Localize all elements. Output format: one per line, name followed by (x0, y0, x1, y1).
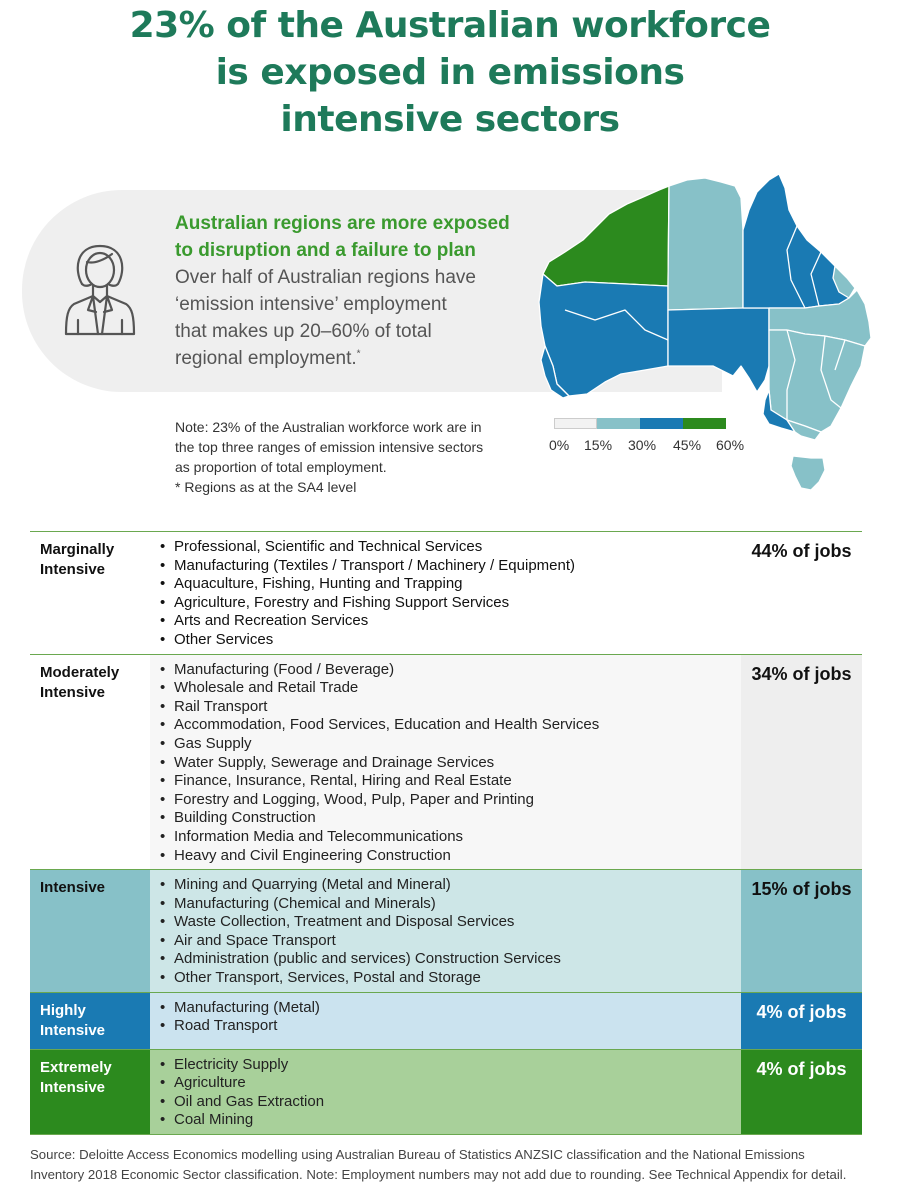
list-item: • Professional, Scientific and Technical Services (160, 538, 731, 557)
callout-body-line-1: Over half of Australian regions have (175, 267, 477, 288)
sector-table (30, 531, 862, 1135)
row-jobs-share: 4% of jobs (741, 1050, 862, 1134)
map-region-sa (668, 308, 769, 392)
category-line-1: Moderately (40, 663, 120, 681)
category-line-1: Extremely (40, 1058, 112, 1076)
category-line-1: Marginally (40, 541, 115, 558)
person-icon (60, 240, 140, 340)
list-item: • Coal Mining (160, 1111, 731, 1130)
row-items (150, 870, 741, 992)
source-footnote (30, 1145, 880, 1185)
list-item: • Administration (public and services) Construction Services (160, 950, 731, 969)
source-line-1: Source: Deloitte Access Economics modelling using Australian Bureau of Statistics ANZSIC classification and the National Emissions (30, 1147, 805, 1162)
map-region-kimberley (543, 186, 669, 286)
callout-body-line-2: ‘emission intensive’ employment (175, 294, 447, 315)
list-item: • Heavy and Civil Engineering Construction (160, 847, 731, 866)
list-item: • Manufacturing (Metal) (160, 999, 731, 1018)
title-line-3: intensive sectors (280, 99, 620, 140)
list-item: • Aquaculture, Fishing, Hunting and Trapping (160, 575, 731, 594)
list-item: • Other Transport, Services, Postal and Storage (160, 969, 731, 988)
list-item: • Building Construction (160, 809, 731, 828)
category-line-1: Highly (40, 1001, 86, 1019)
row-items (150, 655, 741, 870)
callout-heading-line-1: Australian regions are more exposed (175, 213, 510, 234)
row-jobs-share: 34% of jobs (741, 655, 862, 870)
title-line-1: 23% of the Australian workforce (129, 5, 771, 46)
list-item: • Water Supply, Sewerage and Drainage Services (160, 754, 731, 773)
row-jobs-share: 4% of jobs (741, 993, 862, 1049)
list-item: • Finance, Insurance, Rental, Hiring and Real Estate (160, 772, 731, 791)
row-category (30, 1050, 150, 1134)
row-category (30, 532, 150, 654)
source-line-2: Inventory 2018 Economic Sector classification. Note: Employment numbers may not add due to rounding. See Technical Appendix for detail. (30, 1167, 847, 1182)
list-item: • Mining and Quarrying (Metal and Mineral) (160, 876, 731, 895)
list-item: • Agriculture, Forestry and Fishing Support Services (160, 594, 731, 613)
note-line-1: Note: 23% of the Australian workforce work are in (175, 419, 482, 435)
category-line-2: Intensive (40, 1078, 106, 1096)
legend-label-30: 30% (628, 437, 657, 453)
list-item: • Road Transport (160, 1017, 731, 1036)
callout-body-line-4-text: regional employment. (175, 348, 357, 369)
list-item: • Rail Transport (160, 698, 731, 717)
map-region-nt (668, 178, 743, 310)
list-item: • Other Services (160, 631, 731, 650)
legend-label-45: 45% (673, 437, 702, 453)
page-title (0, 2, 900, 143)
table-row-marginally-intensive (30, 532, 862, 655)
table-row-highly-intensive (30, 993, 862, 1050)
table-row-extremely-intensive (30, 1050, 862, 1135)
category-line-2: Intensive (40, 1021, 106, 1039)
category-line-2: Intensive (40, 683, 106, 701)
row-category (30, 655, 150, 870)
list-item: • Manufacturing (Food / Beverage) (160, 661, 731, 680)
title-line-2: is exposed in emissions (215, 52, 685, 93)
row-items (150, 532, 741, 654)
footnote-mark: * (356, 348, 361, 360)
list-item: • Wholesale and Retail Trade (160, 679, 731, 698)
map-region-nsw (769, 330, 865, 432)
legend-label-60: 60% (716, 437, 745, 453)
list-item: • Gas Supply (160, 735, 731, 754)
row-category (30, 993, 150, 1049)
list-item: • Information Media and Telecommunications (160, 828, 731, 847)
row-items (150, 993, 741, 1049)
map-region-tasmania (791, 456, 825, 490)
map-region-west-wa (539, 274, 668, 396)
list-item: • Arts and Recreation Services (160, 612, 731, 631)
map-note (175, 417, 535, 497)
australia-map (535, 170, 880, 495)
callout-heading-line-2: to disruption and a failure to plan (175, 240, 476, 261)
list-item: • Oil and Gas Extraction (160, 1093, 731, 1112)
note-line-3: as proportion of total employment. (175, 459, 387, 475)
legend-label-0: 0% (549, 437, 570, 453)
category-line-2: Intensive (40, 561, 106, 578)
list-item: • Air and Space Transport (160, 932, 731, 951)
list-item: • Manufacturing (Textiles / Transport / Machinery / Equipment) (160, 557, 731, 576)
row-jobs-share: 15% of jobs (741, 870, 862, 992)
category-line-1: Intensive (40, 879, 106, 897)
list-item: • Waste Collection, Treatment and Disposal Services (160, 913, 731, 932)
list-item: • Manufacturing (Chemical and Minerals) (160, 895, 731, 914)
note-line-4: * Regions as at the SA4 level (175, 479, 357, 495)
note-line-2: the top three ranges of emission intensive sectors (175, 439, 484, 455)
legend-label-15: 15% (584, 437, 613, 453)
table-row-intensive (30, 870, 862, 993)
list-item: • Forestry and Logging, Wood, Pulp, Paper and Printing (160, 791, 731, 810)
table-row-moderately-intensive (30, 655, 862, 871)
list-item: • Accommodation, Food Services, Education and Health Services (160, 716, 731, 735)
row-items (150, 1050, 741, 1134)
row-jobs-share: 44% of jobs (741, 532, 862, 654)
list-item: • Electricity Supply (160, 1056, 731, 1075)
callout-body-line-3: that makes up 20–60% of total (175, 321, 432, 342)
list-item: • Agriculture (160, 1074, 731, 1093)
row-category (30, 870, 150, 992)
